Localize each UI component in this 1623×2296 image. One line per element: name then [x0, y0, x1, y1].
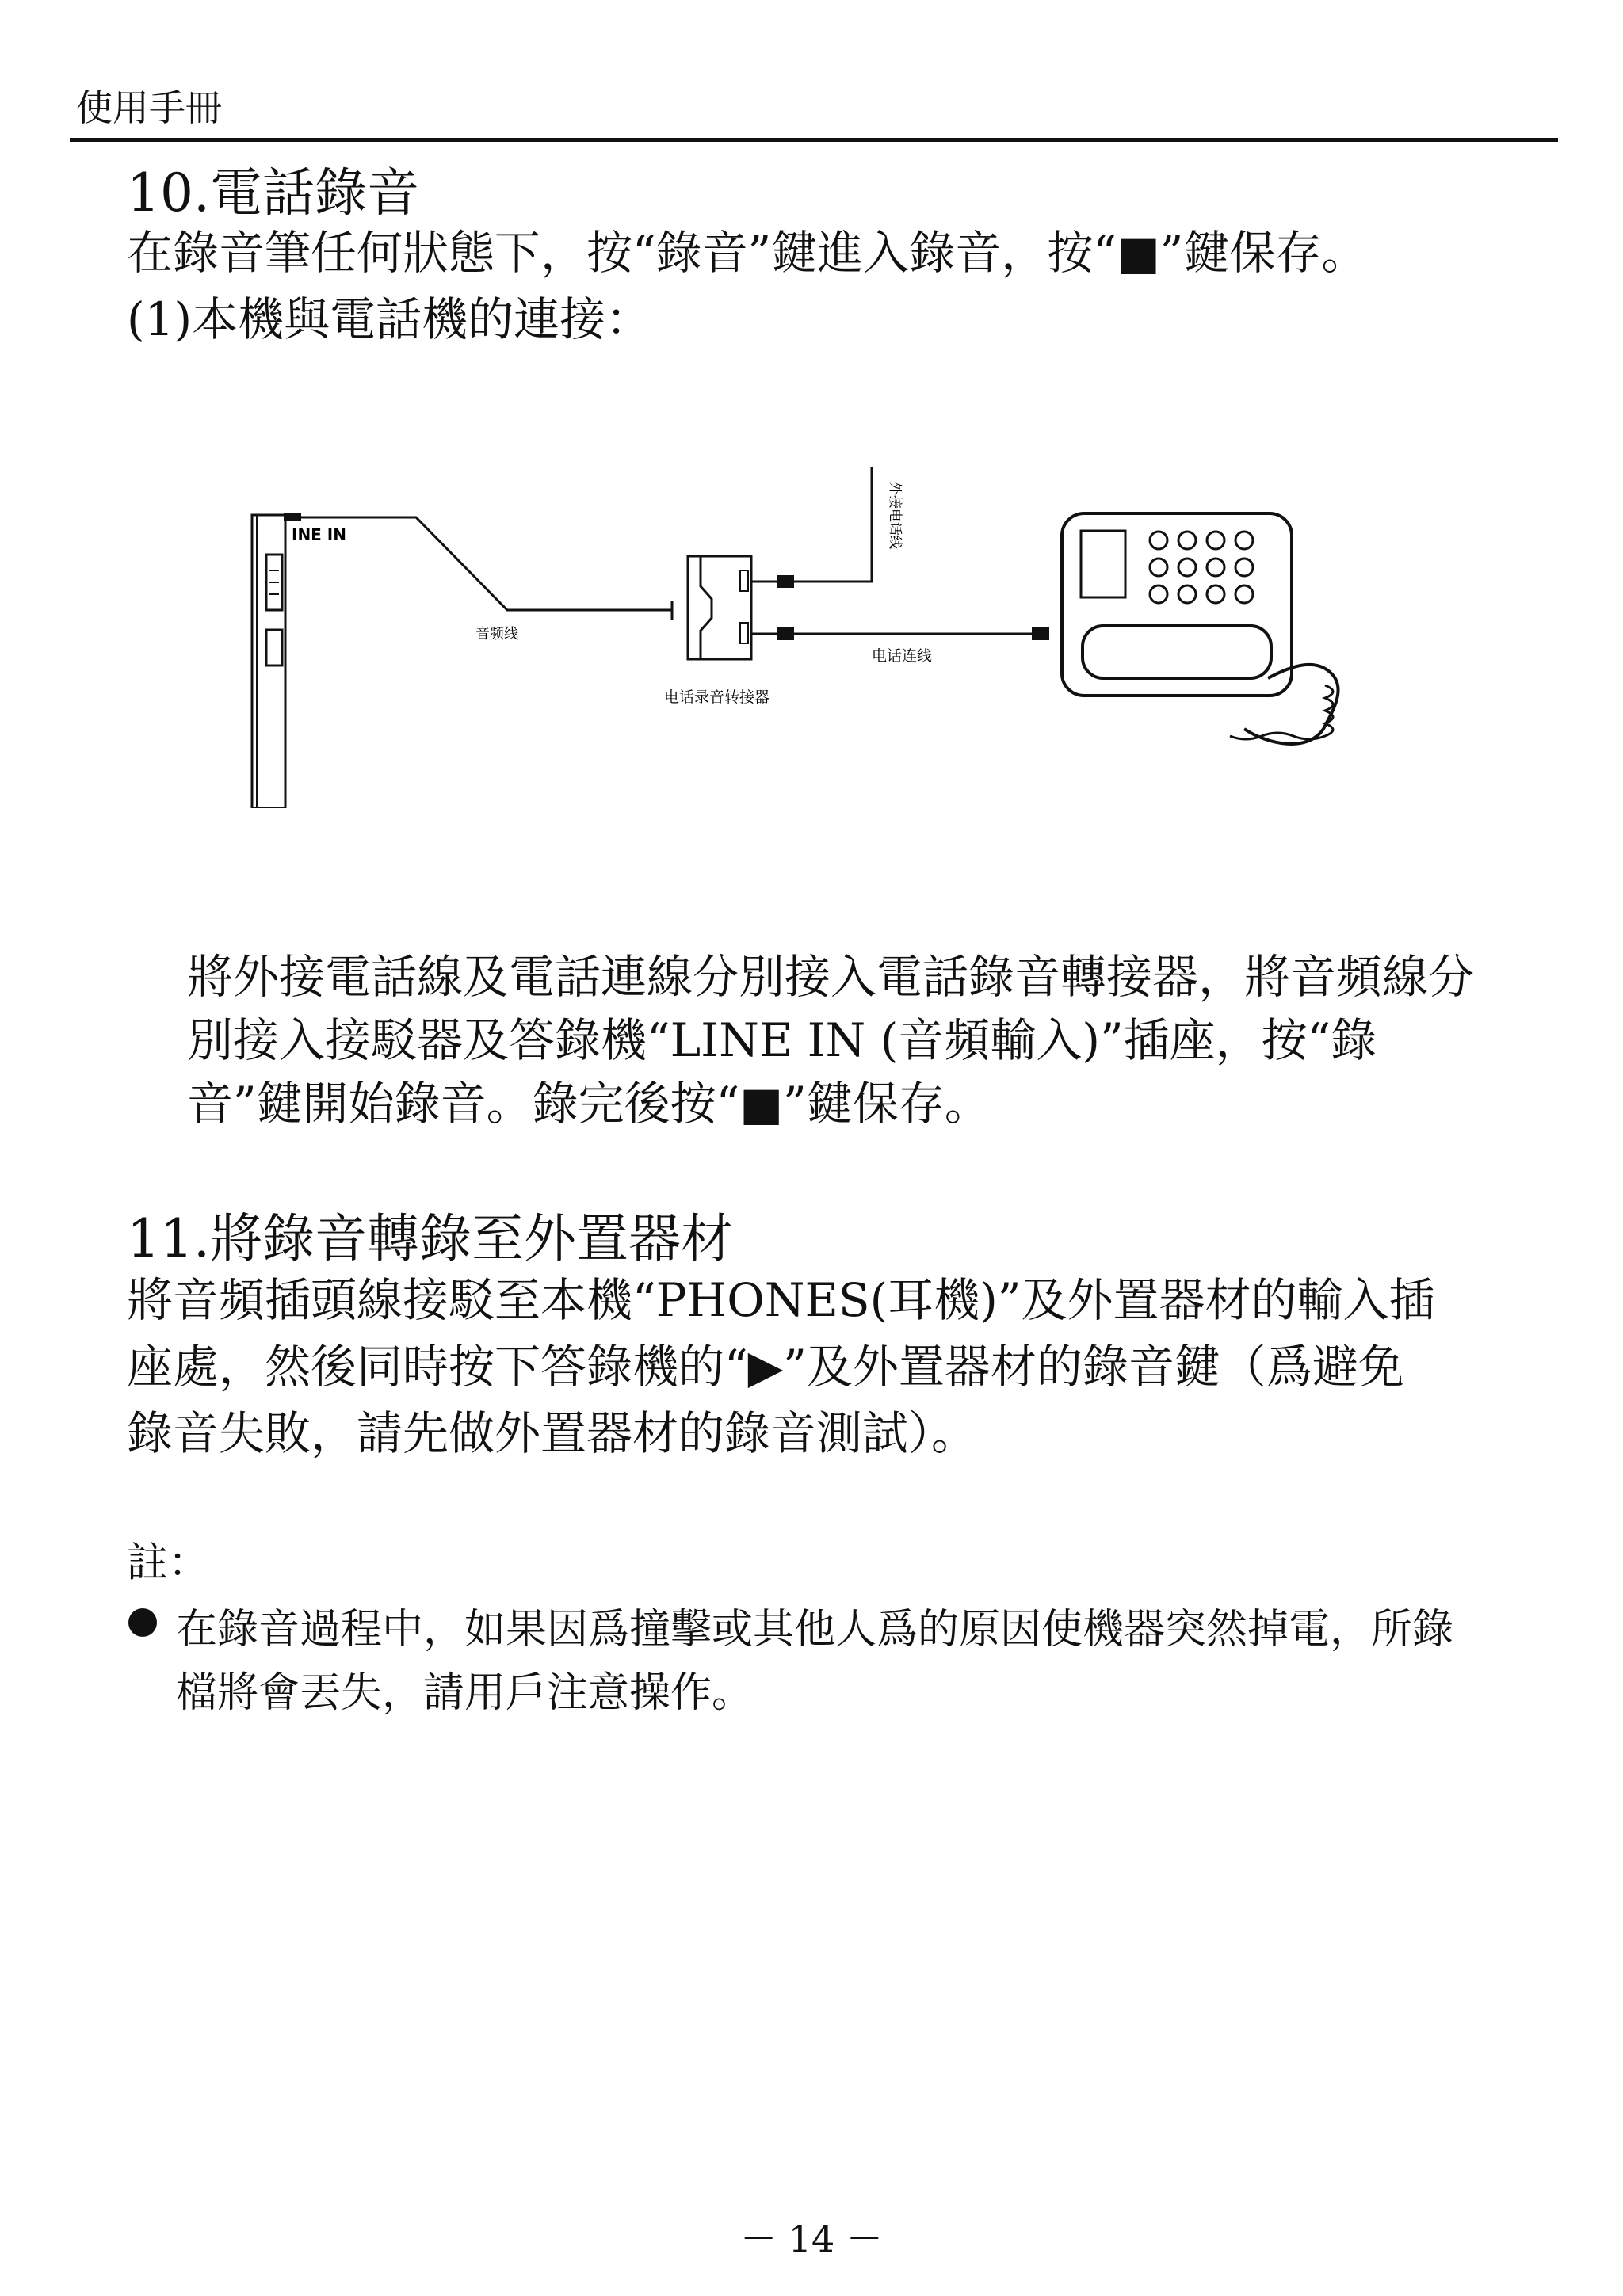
recorder-device [252, 513, 301, 808]
note-line-2: 檔將會丟失，請用戶注意操作。 [176, 1669, 754, 1717]
page-number: － 14 － [740, 2218, 883, 2260]
section-10-desc-line-2: 別接入接駁器及答錄機“LINE IN (音頻輸入)”插座，按“錄 [187, 1013, 1377, 1067]
header-rule [70, 138, 1558, 142]
external-line-label: 外接电话线 [887, 482, 903, 549]
section-11-title: 11.將錄音轉錄至外置器材 [127, 1208, 733, 1269]
adapter-label: 电话录音转接器 [664, 688, 770, 706]
phone-connection-diagram [238, 460, 1411, 808]
section-10-intro: 在錄音筆任何狀態下，按“錄音”鍵進入錄音，按“■”鍵保存。 [127, 226, 1368, 280]
section-10-title: 10.電話錄音 [127, 162, 419, 223]
note-label: 註： [127, 1539, 210, 1587]
section-10-desc-line-1: 將外接電話線及電話連線分別接入電話錄音轉接器，將音頻線分 [187, 950, 1475, 1004]
section-11-line-1: 將音頻插頭線接駁至本機“PHONES(耳機)”及外置器材的輸入插 [127, 1273, 1435, 1327]
telephone-icon [1062, 513, 1338, 744]
section-11-line-2: 座處，然後同時按下答錄機的“▶”及外置器材的錄音鍵（爲避免 [127, 1340, 1404, 1394]
adapter-box [688, 556, 794, 659]
section-11-line-3: 錄音失敗，請先做外置器材的錄音測試）。 [127, 1406, 978, 1460]
running-header: 使用手冊 [76, 86, 222, 129]
external-line [794, 467, 872, 582]
note-line-1: 在錄音過程中，如果因爲撞擊或其他人爲的原因使機器突然掉電，所錄 [176, 1606, 1454, 1653]
phone-cable-label: 电话连线 [872, 647, 933, 665]
section-10-subheading: (1)本機與電話機的連接： [127, 292, 652, 346]
audio-cable-label: 音频线 [475, 626, 518, 643]
line-in-label: INE IN [292, 525, 346, 544]
section-10-desc-line-3: 音”鍵開始錄音。錄完後按“■”鍵保存。 [187, 1077, 991, 1131]
audio-cable [301, 517, 642, 610]
bullet-icon [128, 1608, 157, 1637]
